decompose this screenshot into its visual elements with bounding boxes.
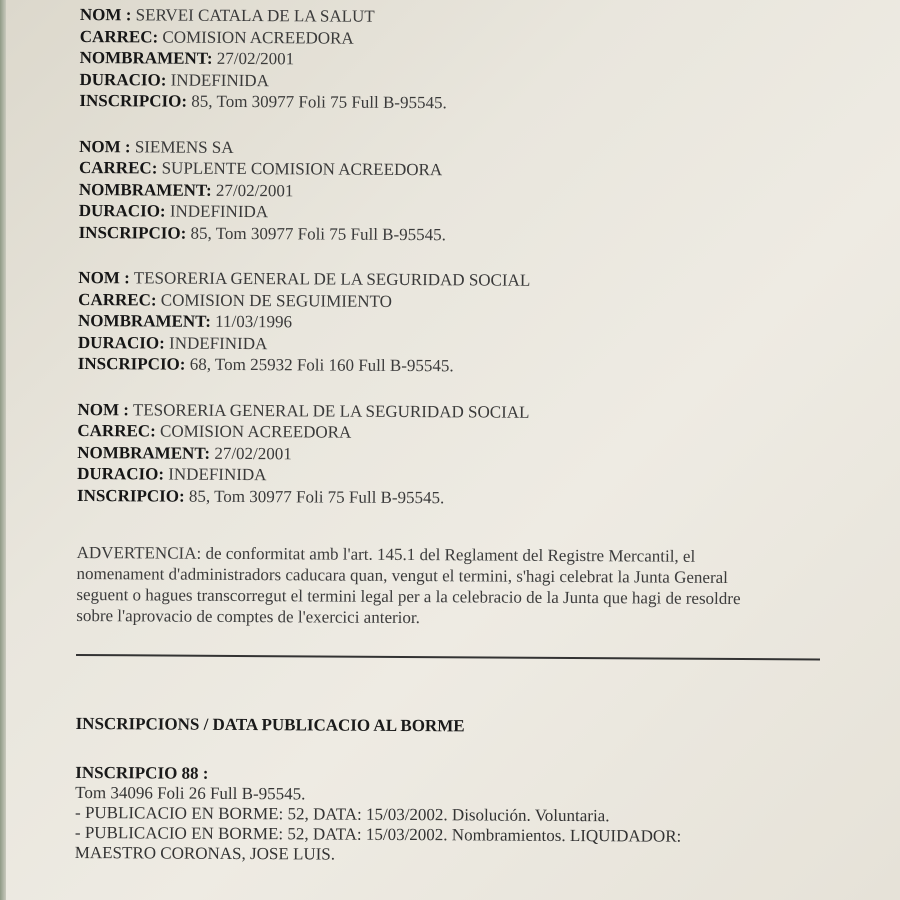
inscripcio-line [79,221,879,247]
nomenament-value: 27/02/2001 [214,443,292,463]
nomenament-value: 27/02/2001 [216,48,295,69]
carrec-label: CARREC: [79,26,159,46]
nom-value: SERVEI CATALA DE LA SALUT [135,5,375,26]
nom-label: NOM : [79,4,132,25]
duracio-label: DURACIO: [77,332,165,353]
inscripcio-label: INSCRIPCIO: [77,353,186,374]
inscripcio-label: INSCRIPCIO: [78,222,187,243]
nom-label: NOM : [78,267,130,288]
duracio-value: INDEFINIDA [169,201,269,222]
nomenament-label: NOMBRAMENT: [78,179,212,200]
nom-value: TESORERIA GENERAL DE LA SEGURIDAD SOCIAL [132,399,530,422]
appointment-entry [79,4,880,116]
nomenament-label: NOMBRAMENT: [79,47,213,68]
inscripcio-88-line: - PUBLICACIO EN BORME: 52, DATA: 15/03/2002. Disolución. Voluntaria. [75,802,610,826]
inscripcio-line [79,90,879,116]
nomenament-value: 11/03/1996 [215,311,293,332]
inscripcio-88-details [75,783,875,868]
nom-value: TESORERIA GENERAL DE LA SEGURIDAD SOCIAL [133,268,531,290]
duracio-label: DURACIO: [77,463,165,484]
advertencia-line: ADVERTENCIA: de conformitat amb l'art. 145.1 del Reglament del Registre Mercantil, el [76,542,696,566]
page-edge [0,0,6,900]
appointment-entry [79,135,880,247]
inscripcio-value: 85, Tom 30977 Foli 75 Full B-95545. [191,91,447,113]
horizontal-rule [76,654,820,661]
inscripcio-line [77,484,877,510]
inscripcio-label: INSCRIPCIO: [76,485,185,506]
inscripcio-value: 68, Tom 25932 Foli 160 Full B-95545. [189,354,454,376]
carrec-label: CARREC: [78,157,158,178]
nomenament-label: NOMBRAMENT: [78,310,211,331]
duracio-value: INDEFINIDA [168,464,267,485]
advertencia-paragraph [76,542,876,631]
document-content [75,4,880,868]
inscripcio-label: INSCRIPCIO: [79,90,188,111]
duracio-label: DURACIO: [79,69,167,90]
advertencia-line: seguent o hagues transcorregut el termini legal per a la celebracio de la Junta que hagi de resoldre [76,584,741,609]
carrec-value: COMISION DE SEGUIMIENTO [160,289,392,311]
inscripcio-88-line: Tom 34096 Foli 26 Full B-95545. [75,782,306,804]
inscripcio-value: 85, Tom 30977 Foli 75 Full B-95545. [190,223,447,244]
duracio-value: INDEFINIDA [169,333,268,353]
carrec-value: COMISION ACREEDORA [162,27,354,48]
inscripcio-88-line: MAESTRO CORONAS, JOSE LUIS. [74,842,336,864]
inscripcio-line [78,353,878,379]
section-title: INSCRIPCIONS / DATA PUBLICACIO AL BORME [75,713,465,736]
nom-label: NOM : [77,399,130,419]
carrec-label: CARREC: [78,289,157,309]
appointment-entry [78,267,879,379]
nomenament-value: 27/02/2001 [215,180,294,200]
carrec-value: SUPLENTE COMISION ACREEDORA [161,158,443,180]
nom-value: SIEMENS SA [134,136,234,157]
carrec-value: COMISION ACREEDORA [159,421,352,442]
advertencia-line: sobre l'aprovacio de comptes de l'exercici anterior. [76,605,420,628]
nom-label: NOM : [79,136,131,156]
duracio-label: DURACIO: [78,200,166,221]
inscripcio-88-title: INSCRIPCIO 88 : [75,762,209,783]
inscripcio-88-line: - PUBLICACIO EN BORME: 52, DATA: 15/03/2002. Nombramientos. LIQUIDADOR: [74,822,682,846]
carrec-label: CARREC: [77,420,156,441]
inscripcio-value: 85, Tom 30977 Foli 75 Full B-95545. [188,486,445,507]
appointment-entry [77,398,878,510]
nomenament-label: NOMBRAMENT: [77,442,211,463]
advertencia-line: nomenament d'administradors caducara quan, vengut el termini, s'hagi celebrat la Junta General [76,563,728,587]
duracio-value: INDEFINIDA [170,70,269,90]
